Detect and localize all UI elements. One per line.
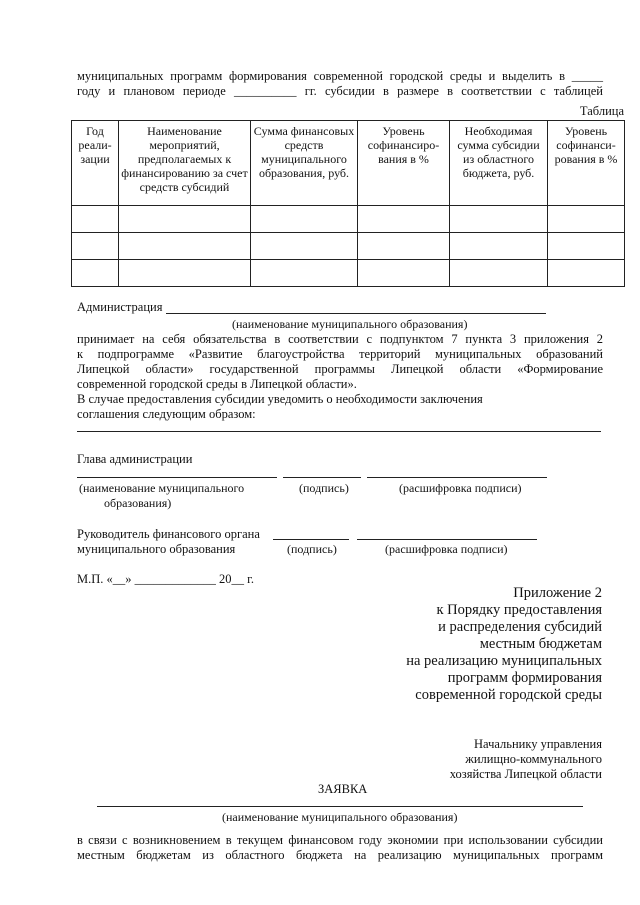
administration-body-line: принимает на себя обязательства в соответствии с подпунктом 7 пункта 3 приложения 2 [77,332,603,346]
table-cell [72,260,119,287]
head-decode-line [367,477,547,478]
table-header-cell: Уровень софинансиро-вания в % [358,121,450,206]
addressee-line: жилищно-коммунального [465,752,602,766]
fin-sign-line [273,539,349,540]
table-cell [72,206,119,233]
table-row [72,206,625,233]
request-body-line: местным бюджетам из областного бюджета на реализацию муниципальных программ [77,848,603,862]
table-header-cell: Год реали-зации [72,121,119,206]
appendix-line: программ формирования [447,670,602,686]
table-cell [450,206,548,233]
appendix-line: к Порядку предоставления [436,602,602,618]
notice-line-1: В случае предоставления субсидии уведомить о необходимости заключения [77,392,483,406]
appendix-line: на реализацию муниципальных [406,653,602,669]
head-caption-decode: (расшифровка подписи) [399,481,522,495]
table-cell [358,206,450,233]
table-cell [72,233,119,260]
table-cell [450,260,548,287]
request-name-line [97,806,583,807]
head-caption-sign: (подпись) [299,481,349,495]
request-body-line: в связи с возникновением в текущем финансовом году экономии при использовании субсидии [77,833,603,847]
table-header-cell: Сумма финансовых средств муниципального образования, руб. [251,121,358,206]
appendix-line: современной городской среды [415,687,602,703]
table-cell [450,233,548,260]
table-cell [358,260,450,287]
table-cell [119,260,251,287]
table-cell [119,206,251,233]
intro-line-2: году и плановом периоде __________ гг. субсидии в размере в соответствии с таблицей [77,84,603,98]
table-cell [358,233,450,260]
stamp-date: М.П. «__» _____________ 20__ г. [77,572,254,586]
fin-caption-decode: (расшифровка подписи) [385,542,508,556]
appendix-line: Приложение 2 [513,585,602,601]
appendix-line: и распределения субсидий [438,619,602,635]
fin-title-1: Руководитель финансового органа [77,527,260,541]
table-row [72,233,625,260]
table-header-row [72,121,625,206]
subsidy-table [71,120,625,287]
notice-fill-line [77,431,601,432]
head-name-line [77,477,277,478]
table-cell [548,233,625,260]
table-cell [251,260,358,287]
administration-body-line: к подпрограмме «Развитие благоустройства территорий муниципальных образований [77,347,603,361]
administration-name-caption: (наименование муниципального образования) [232,317,468,331]
fin-title-2: муниципального образования [77,542,236,556]
table-cell [251,233,358,260]
head-caption-name-2: образования) [104,496,172,510]
head-caption-name: (наименование муниципального [79,481,245,495]
table-cell [251,206,358,233]
notice-line-2: соглашения следующим образом: [77,407,256,421]
addressee-line: Начальнику управления [474,737,602,751]
administration-label: Администрация [77,300,163,314]
request-name-caption: (наименование муниципального образования) [222,810,458,824]
table-cell [548,260,625,287]
head-title: Глава администрации [77,452,193,466]
table-cell [548,206,625,233]
table-header-cell: Необходимая сумма субсидии из областного бюджета, руб. [450,121,548,206]
administration-name-line [166,313,546,314]
addressee-line: хозяйства Липецкой области [449,767,602,781]
fin-decode-line [357,539,537,540]
table-header-cell: Наименование мероприятий, предполагаемых к финансированию за счет средств субсидий [119,121,251,206]
administration-body-line: Липецкой области» государственной программы Липецкой области «Формирование [77,362,603,376]
table-row [72,260,625,287]
intro-line-1: муниципальных программ формирования современной городской среды и выделить в _____ [77,69,603,83]
appendix-line: местным бюджетам [479,636,602,652]
head-sign-line [283,477,361,478]
administration-body-last: современной городской среды в Липецкой области». [77,377,357,391]
fin-caption-sign: (подпись) [287,542,337,556]
table-caption: Таблица [579,104,624,118]
table-cell [119,233,251,260]
request-title: ЗАЯВКА [318,782,368,796]
table-header-cell: Уровень софинанси-рования в % [548,121,625,206]
